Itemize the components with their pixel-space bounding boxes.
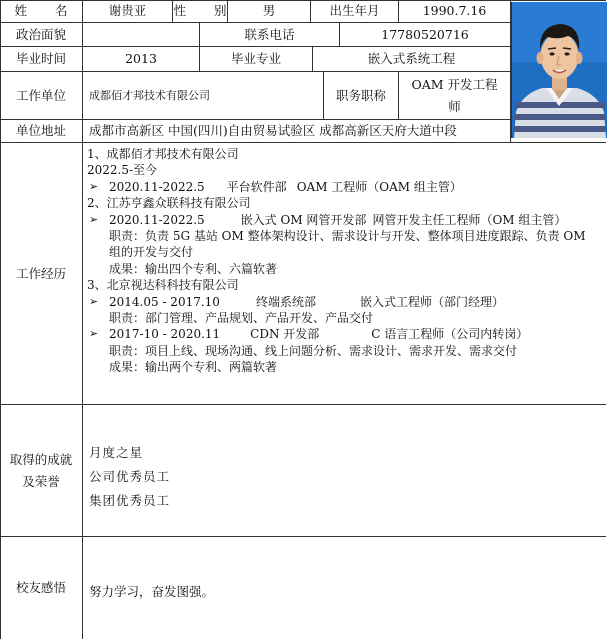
experience-label: 工作经历: [0, 143, 83, 405]
political-label: 政治面貌: [0, 23, 83, 47]
honors-label-line1: 取得的成就: [9, 451, 73, 467]
employer-value: 成都佰才邦技术有限公司: [83, 72, 324, 120]
message-label: 校友感悟: [0, 537, 83, 639]
grad-time-label: 毕业时间: [0, 47, 83, 72]
grad-time-value: 2013: [83, 47, 200, 72]
honors-label: [0, 405, 83, 537]
job-3b-dept: CDN 开发部: [250, 327, 320, 342]
phone-label: 联系电话: [200, 23, 340, 47]
job-3a-role: 嵌入式工程师（部门经理）: [359, 294, 504, 309]
job-1-entry: [87, 179, 606, 195]
job-3a-date: 2014.05 - 2017.10: [109, 294, 220, 309]
job-2-result: 成果：输出四个专利、六篇软著: [109, 261, 278, 276]
job-2-dept: 嵌入式 OM 网管开发部: [240, 212, 367, 227]
honors-list: [83, 405, 606, 537]
person-portrait-icon: [512, 2, 607, 138]
message-text: 努力学习，奋发图强。: [89, 584, 215, 599]
job-2-duty: 职责：负责 5G 基站 OM 整体架构设计、需求设计与开发、整体项目进度跟踪、负责 OM 组的开发与交付: [109, 229, 586, 260]
title-value: OAM 开发工程师: [399, 72, 511, 120]
honor-item: 月度之星: [89, 445, 144, 460]
address-label: 单位地址: [0, 120, 83, 143]
job-3b-result: 成果：输出两个专利、两篇软著: [109, 360, 278, 375]
job-2-entry: [87, 212, 606, 228]
employer-label: 工作单位: [0, 72, 83, 120]
birth-label: 出生年月: [311, 0, 399, 23]
honor-item: 集团优秀员工: [89, 493, 171, 508]
job-3a-duty: 职责：部门管理、产品规划、产品开发、产品交付: [109, 311, 374, 326]
birth-value: 1990.7.16: [399, 0, 511, 23]
gender-value: 男: [228, 0, 311, 23]
job-3b-entry: [87, 326, 606, 342]
job-1-role: OAM 工程师（OAM 组主管）: [296, 179, 462, 194]
title-label: 职务职称: [324, 72, 399, 120]
job-3a-entry: [87, 294, 606, 310]
address-value: 成都市高新区 中国(四川)自由贸易试验区 成都高新区天府大道中段: [83, 120, 511, 143]
political-value: [83, 23, 200, 47]
company-2: 2、江苏亨鑫众联科技有限公司: [87, 196, 251, 211]
job-3b-duty: 职责：项目上线、现场沟通、线上问题分析、需求设计、需求开发、需求交付: [109, 343, 518, 358]
job-2-role: 网管开发主任工程师（OM 组主管）: [372, 212, 567, 227]
company-3: 3、北京视达科科技有限公司: [87, 278, 239, 293]
job-2-date: 2020.11-2022.5: [109, 212, 205, 227]
major-value: 嵌入式系统工程: [313, 47, 511, 72]
job-3b-role: C 语言工程师（公司内转岗）: [371, 327, 529, 342]
phone-value: 17780520716: [340, 23, 511, 47]
major-label: 毕业专业: [200, 47, 313, 72]
job-3b-date: 2017-10 - 2020.11: [109, 327, 221, 342]
honors-label-line2: 及荣誉: [22, 473, 60, 489]
job-3a-dept: 终端系统部: [255, 294, 316, 309]
job-1-dept: 平台软件部: [226, 179, 287, 194]
name-value: 谢贵亚: [83, 0, 173, 23]
experience-content: [83, 143, 606, 405]
job-1-date: 2020.11-2022.5: [109, 179, 205, 194]
company-1-period: 2022.5-至今: [87, 163, 158, 178]
profile-photo: [511, 2, 606, 138]
name-label: 姓 名: [0, 0, 83, 23]
company-1: 1、成都佰才邦技术有限公司: [87, 147, 239, 161]
honor-item: 公司优秀员工: [89, 469, 171, 484]
gender-label: 性 别: [173, 0, 228, 23]
